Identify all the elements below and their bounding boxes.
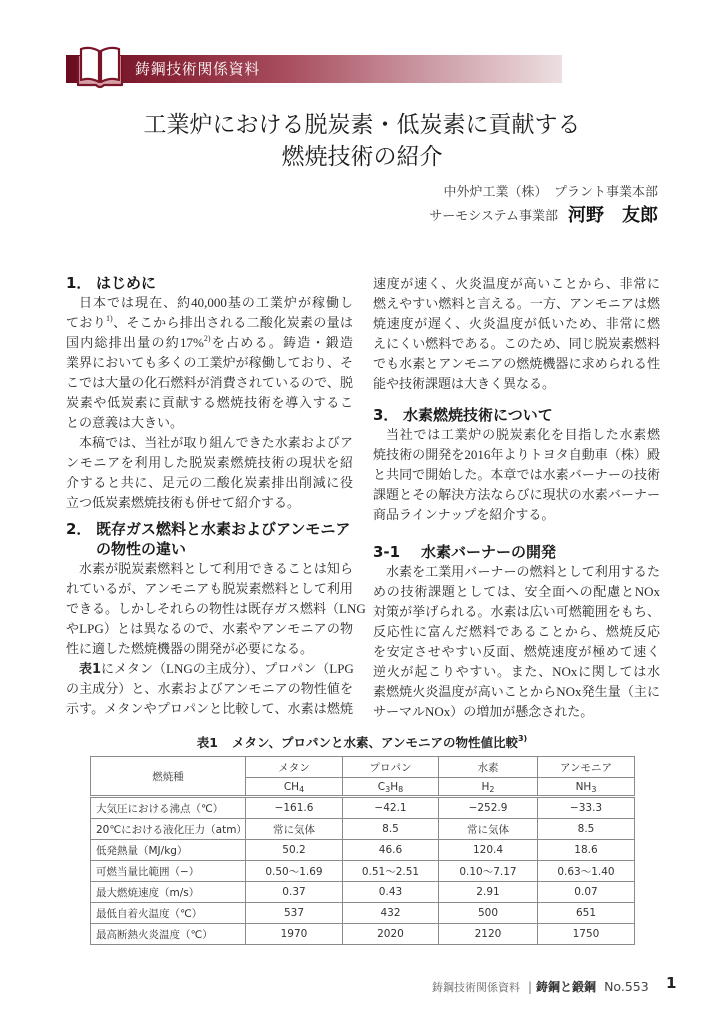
table-row bbox=[91, 882, 635, 903]
text-line: 燃えやすい燃料と言える。一方、アンモニアは燃 bbox=[373, 296, 660, 311]
text-line: でも水素とアンモニアの燃焼機器に求められる性 bbox=[373, 356, 660, 371]
table-cell: 2120 bbox=[439, 924, 538, 945]
table-cell: 常に気体 bbox=[246, 819, 343, 840]
row-label: 大気圧における沸点（℃） bbox=[91, 797, 246, 819]
table-cell: 0.10〜7.17 bbox=[439, 861, 538, 882]
table-header-row bbox=[91, 757, 635, 778]
text-line: の主成分）と、水素およびアンモニアの物性値を bbox=[66, 681, 353, 696]
paragraph bbox=[66, 559, 366, 659]
table-cell: 2.91 bbox=[439, 882, 538, 903]
text-line: 本稿では、当社が取り組んできた水素およびア bbox=[79, 435, 353, 450]
page-number: 1 bbox=[666, 974, 677, 992]
section-number: 3-1 bbox=[373, 543, 401, 561]
text-line: を安定させやすい反面、燃焼速度が極めて速く bbox=[373, 644, 660, 659]
text-line: 当社では工業炉の脱炭素化を目指した水素燃 bbox=[386, 427, 660, 442]
text-line: 示す。メタンやプロパンと比較して、水素は燃焼 bbox=[66, 701, 353, 716]
table-cell: 50.2 bbox=[246, 840, 343, 861]
open-book-icon bbox=[75, 44, 125, 90]
text-line: やLPG）とは異なるので、水素やアンモニアの物 bbox=[66, 621, 353, 636]
text-line: 介すると共に、足元の二酸化炭素排出削減に役 bbox=[66, 475, 353, 490]
text-line: 業界においても多くの工業炉が稼働しており、そ bbox=[66, 355, 353, 370]
text-line: こでは大量の化石燃料が消費されているので、脱 bbox=[66, 375, 353, 390]
table-cell: 常に気体 bbox=[439, 819, 538, 840]
footer-journal: 鋳鋼と鍛鋼 bbox=[536, 980, 597, 994]
right-column bbox=[373, 274, 660, 722]
section-title: はじめに bbox=[96, 274, 157, 292]
text-line: 反応性に富んだ燃料であることから、燃焼反応 bbox=[373, 624, 660, 639]
table-cell: 0.37 bbox=[246, 882, 343, 903]
column-header-hydrogen: 水素 bbox=[439, 757, 538, 778]
footer-series: 鋳鋼技術関係資料 bbox=[432, 981, 520, 994]
text-line: 速度が速く、火炎温度が高いことから、非常に bbox=[373, 276, 660, 291]
table-cell: 120.4 bbox=[439, 840, 538, 861]
table-row bbox=[91, 903, 635, 924]
section-heading-1 bbox=[66, 273, 353, 293]
text-line: めの技術課題としては、安全面への配慮とNOx bbox=[373, 584, 660, 599]
corner-header: 燃焼種 bbox=[91, 757, 246, 797]
table-cell: 0.63〜1.40 bbox=[538, 861, 635, 882]
table-cell: 0.51〜2.51 bbox=[343, 861, 439, 882]
column-header-propane: プロパン bbox=[343, 757, 439, 778]
article-title-line-2: 燃焼技術の紹介 bbox=[281, 144, 443, 170]
table-cell: 1750 bbox=[538, 924, 635, 945]
text-line: サーマルNOx）の増加が懸念された。 bbox=[373, 704, 594, 719]
formula-ammonia: $NH_3$ bbox=[538, 778, 635, 797]
footer-separator: | bbox=[528, 980, 533, 994]
text-line: できる。しかしそれらの物性は既存ガス燃料（LNG bbox=[66, 601, 366, 616]
footnote-ref: 2) bbox=[203, 334, 211, 343]
table-cell: 432 bbox=[343, 903, 439, 924]
table-cell: 1970 bbox=[246, 924, 343, 945]
text-line: 焼速度が遅く、火炎温度が低いため、非常に燃 bbox=[373, 316, 660, 331]
table-cell: 500 bbox=[439, 903, 538, 924]
text-line: 焼技術の開発を2016年よりトヨタ自動車（株）殿 bbox=[373, 447, 660, 462]
section-title: 水素バーナーの開発 bbox=[421, 543, 557, 561]
column-header-ammonia: アンモニア bbox=[538, 757, 635, 778]
table-cell: 0.50〜1.69 bbox=[246, 861, 343, 882]
footnote-ref: 1) bbox=[106, 314, 113, 323]
formula-propane: $C_3H_8$ bbox=[343, 778, 439, 797]
text-line: ンモニアを利用した脱炭素燃焼技術の現状を紹 bbox=[66, 455, 353, 470]
table-cell: −33.3 bbox=[538, 797, 635, 819]
table-cell: 8.5 bbox=[343, 819, 439, 840]
row-label: 最低自着火温度（℃） bbox=[91, 903, 246, 924]
table-row bbox=[91, 819, 635, 840]
table-cell: 46.6 bbox=[343, 840, 439, 861]
table-cell: 8.5 bbox=[538, 819, 635, 840]
table-caption-text: メタン、プロパンと水素、アンモニアの物性値比較 bbox=[231, 735, 518, 750]
section-number: 1． bbox=[66, 274, 92, 292]
footer-issue: No.553 bbox=[604, 979, 649, 994]
row-label: 最高断熱火炎温度（℃） bbox=[91, 924, 246, 945]
text-line: との意義は大きい。 bbox=[66, 415, 184, 430]
author-name: 河野 友郎 bbox=[568, 205, 658, 226]
table-cell: −42.1 bbox=[343, 797, 439, 819]
section-title: 水素燃焼技術について bbox=[403, 406, 553, 424]
paragraph bbox=[373, 562, 660, 722]
text-line: 課題とその解決方法ならびに現状の水素バーナー bbox=[373, 487, 660, 502]
formula-hydrogen: $H_2$ bbox=[439, 778, 538, 797]
table-caption bbox=[90, 734, 634, 752]
section-number: 3． bbox=[373, 406, 399, 424]
text-line: 逆火が起こりやすい。また、NOxに関しては水 bbox=[373, 664, 660, 679]
section-title: 既存ガス燃料と水素およびアンモニア bbox=[96, 520, 351, 538]
paragraph-continued bbox=[373, 274, 660, 394]
section-number: 2． bbox=[66, 520, 92, 538]
text-line: 国内総排出量の約17%$^{2)}$を占める。鋳造・鍛造 bbox=[66, 334, 353, 350]
section-title: の物性の違い bbox=[96, 540, 187, 558]
row-label: 最大燃焼速度（m/s） bbox=[91, 882, 246, 903]
text-line: 水素を工業用バーナーの燃料として利用するた bbox=[386, 564, 660, 579]
text-line: 対策が挙げられる。水素は広い可燃範囲をもち、 bbox=[373, 604, 660, 619]
row-label: 20℃における液化圧力（atm） bbox=[91, 819, 246, 840]
row-label: 低発熱量（MJ/kg） bbox=[91, 840, 246, 861]
table-cell: −161.6 bbox=[246, 797, 343, 819]
table-caption-ref: 3) bbox=[517, 734, 528, 743]
section-heading-2 bbox=[66, 519, 353, 539]
table-cell: 0.43 bbox=[343, 882, 439, 903]
column-header-methane: メタン bbox=[246, 757, 343, 778]
left-column bbox=[66, 273, 366, 719]
table-reference: 表1 bbox=[79, 662, 102, 677]
banner-label: 鋳鋼技術関係資料 bbox=[135, 60, 260, 78]
text-line: ており$^{1)}$、そこから排出される二酸化炭素の量は bbox=[66, 314, 353, 330]
text-line: 水素が脱炭素燃料として利用できることは知ら bbox=[79, 561, 353, 576]
table-cell: 18.6 bbox=[538, 840, 635, 861]
author-affiliation: 中外炉工業（株） プラント事業本部 bbox=[443, 185, 658, 200]
formula-methane: $CH_4$ bbox=[246, 778, 343, 797]
table-caption-label: 表1 bbox=[196, 735, 218, 750]
paragraph bbox=[66, 659, 353, 719]
section-heading-3 bbox=[373, 405, 660, 425]
text-line: えにくい燃料である。このため、同じ脱炭素燃料 bbox=[373, 336, 660, 351]
text-line: れているが、アンモニアも脱炭素燃料として利用 bbox=[66, 581, 353, 596]
text-line: と共同で開始した。本章では水素バーナーの技術 bbox=[373, 467, 660, 482]
text-line: 素燃焼火炎温度が高いことからNOx発生量（主に bbox=[373, 684, 660, 699]
table-cell: 651 bbox=[538, 903, 635, 924]
text-line: 立つ低炭素燃焼技術も併せて紹介する。 bbox=[66, 495, 301, 510]
paragraph bbox=[66, 433, 353, 513]
author-line bbox=[429, 201, 658, 227]
table-cell: 2020 bbox=[343, 924, 439, 945]
text-line: 炭素や低炭素に貢献する燃焼技術を導入するこ bbox=[66, 395, 353, 410]
table-cell: 0.07 bbox=[538, 882, 635, 903]
table-row bbox=[91, 840, 635, 861]
subsection-heading-3-1 bbox=[373, 542, 660, 562]
section-heading-2-continued bbox=[66, 539, 353, 559]
table-row bbox=[91, 797, 635, 819]
article-title-line-1: 工業炉における脱炭素・低炭素に貢献する bbox=[143, 112, 581, 138]
header-banner bbox=[66, 55, 562, 83]
row-label: 可燃当量比範囲（−） bbox=[91, 861, 246, 882]
text-line: 能や技術課題は大きく異なる。 bbox=[373, 376, 556, 391]
text-line: 日本では現在、約40,000基の工業炉が稼働し bbox=[79, 295, 353, 310]
text-line: 商品ラインナップを紹介する。 bbox=[373, 507, 555, 522]
table-cell: −252.9 bbox=[439, 797, 538, 819]
paragraph bbox=[66, 293, 353, 433]
properties-table bbox=[90, 756, 635, 945]
page-footer bbox=[432, 976, 649, 995]
paragraph bbox=[373, 425, 660, 525]
table-row bbox=[91, 924, 635, 945]
text-line: 表1にメタン（LNGの主成分）、プロパン（LPG bbox=[79, 661, 354, 677]
table-cell: 537 bbox=[246, 903, 343, 924]
text-line: 性に適した燃焼機器の開発が必要になる。 bbox=[66, 641, 314, 656]
author-department: サーモシステム事業部 bbox=[429, 209, 558, 224]
table-row bbox=[91, 861, 635, 882]
